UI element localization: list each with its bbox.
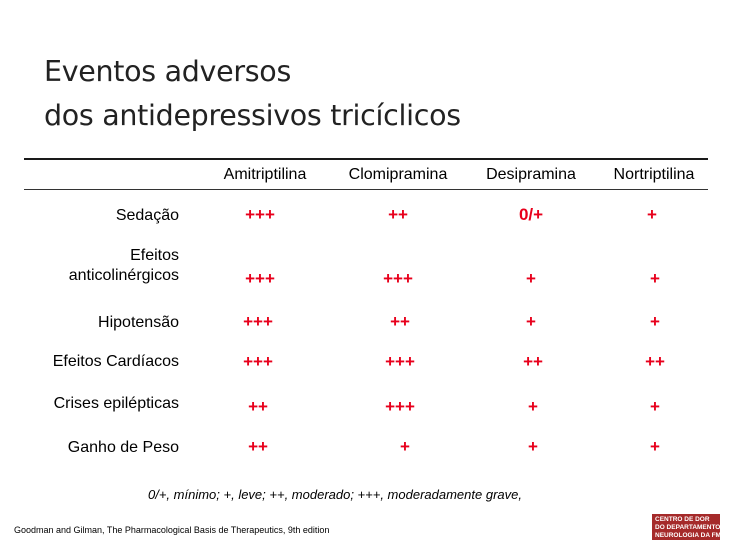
row-label-sedacao: Sedação: [115, 207, 179, 224]
row-label-line-1: Efeitos: [130, 247, 179, 264]
table-header-rule: [24, 189, 708, 190]
cell-hipotensao-nortriptilina: +: [650, 312, 660, 331]
cell-hipotensao-amitriptilina: +++: [243, 312, 273, 331]
title-line-2: dos antidepressivos tricíclicos: [44, 99, 461, 132]
cell-cardiacos-clomipramina: +++: [385, 352, 415, 371]
cell-anticolinergicos-amitriptilina: +++: [245, 269, 275, 288]
column-header-amitriptilina: Amitriptilina: [223, 166, 307, 183]
cell-sedacao-clomipramina: ++: [388, 205, 408, 224]
cell-hipotensao-desipramina: +: [526, 312, 536, 331]
row-label-efeitos-cardiacos: Efeitos Cardíacos: [52, 353, 179, 370]
cell-ganho-desipramina: +: [528, 437, 538, 456]
cell-anticolinergicos-clomipramina: +++: [383, 269, 413, 288]
legend-footnote: 0/+, mínimo; +, leve; ++, moderado; +++, moderadamente grave,: [148, 487, 522, 502]
cell-sedacao-desipramina: 0/+: [518, 205, 544, 224]
cell-sedacao-amitriptilina: +++: [245, 205, 275, 224]
slide-title: [44, 50, 664, 138]
cell-ganho-clomipramina: +: [400, 437, 410, 456]
institution-logo: [652, 514, 734, 540]
cell-anticolinergicos-nortriptilina: +: [650, 269, 660, 288]
row-label-line-2: anticolinérgicos: [68, 267, 179, 284]
logo-line-2: DO DEPARTAMENTO DE: [655, 524, 732, 531]
cell-cardiacos-desipramina: ++: [523, 352, 543, 371]
cell-crises-clomipramina: +++: [385, 397, 415, 416]
cell-crises-nortriptilina: +: [650, 397, 660, 416]
cell-crises-amitriptilina: ++: [248, 397, 268, 416]
column-header-desipramina: Desipramina: [486, 166, 576, 183]
cell-ganho-amitriptilina: ++: [248, 437, 268, 456]
column-header-clomipramina: Clomipramina: [348, 166, 448, 183]
logo-line-1: CENTRO DE DOR: [655, 516, 710, 523]
row-label-ganho-de-peso: Ganho de Peso: [67, 439, 179, 456]
row-label-hipotensao: Hipotensão: [98, 314, 179, 331]
column-header-nortriptilina: Nortriptilina: [613, 166, 695, 183]
source-citation: Goodman and Gilman, The Pharmacological Basis de Therapeutics, 9th edition: [14, 525, 330, 535]
cell-anticolinergicos-desipramina: +: [526, 269, 536, 288]
title-line-1: Eventos adversos: [44, 55, 291, 88]
cell-hipotensao-clomipramina: ++: [390, 312, 410, 331]
row-label-efeitos-anticolinergicos: [69, 246, 179, 286]
cell-cardiacos-amitriptilina: +++: [243, 352, 273, 371]
cell-sedacao-nortriptilina: +: [647, 205, 657, 224]
table-top-rule: [24, 158, 708, 160]
cell-crises-desipramina: +: [528, 397, 538, 416]
cell-cardiacos-nortriptilina: ++: [645, 352, 665, 371]
cell-ganho-nortriptilina: +: [650, 437, 660, 456]
logo-line-3: NEUROLOGIA DA FMUSP: [655, 532, 734, 539]
row-label-crises-epilepticas: Crises epilépticas: [53, 395, 179, 412]
